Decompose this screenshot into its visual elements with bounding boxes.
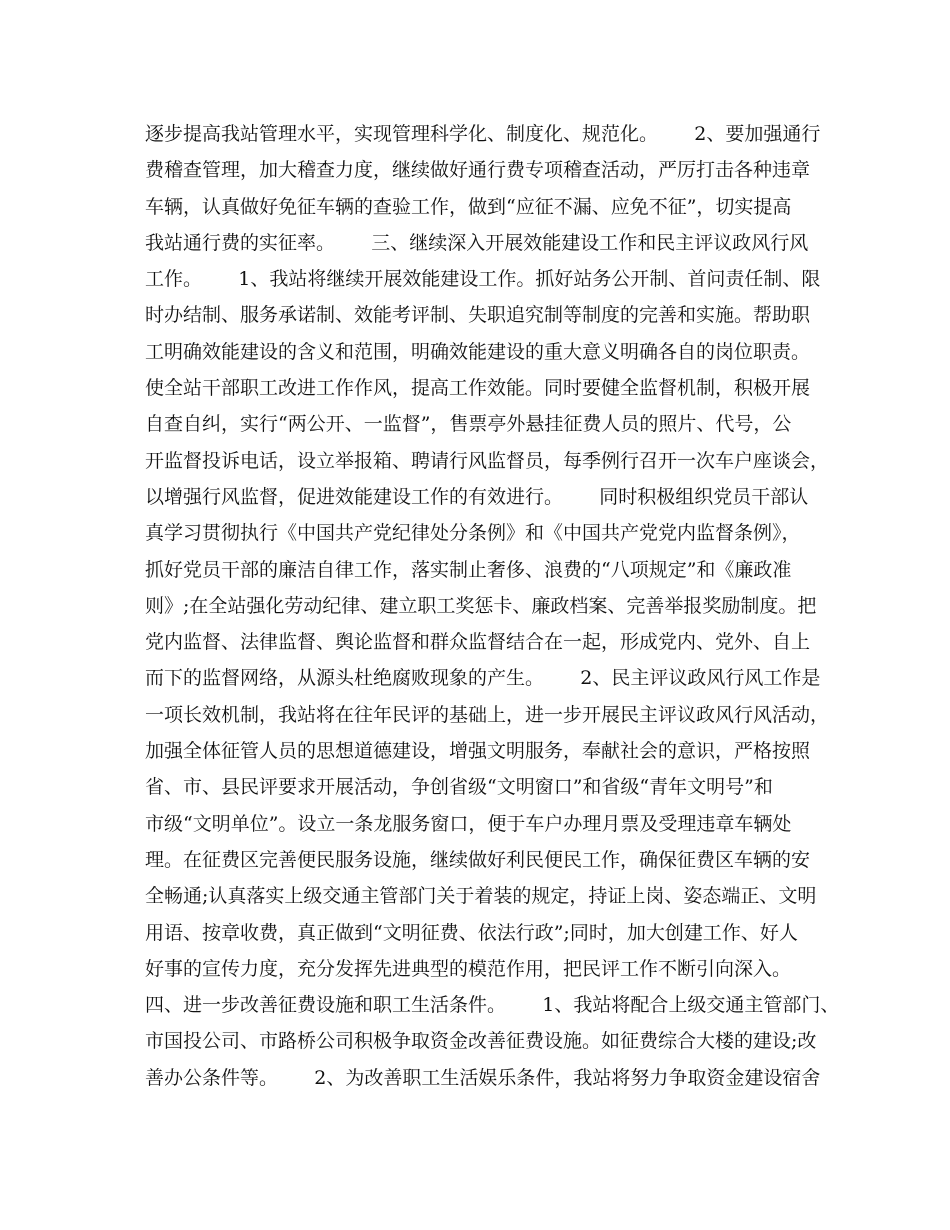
text-line: 党内监督、法律监督、舆论监督和群众监督结合在一起，形成党内、党外、自上 (145, 631, 811, 654)
text-line: 理。在征费区完善便民服务设施，继续做好利民便民工作，确保征费区车辆的安 (145, 848, 811, 871)
text-line: 省、市、县民评要求开展活动，争创省级“文明窗口”和省级“青年文明号”和 (145, 776, 773, 799)
text-line: 加强全体征管人员的思想道德建设，增强文明服务，奉献社会的意识，严格按照 (145, 740, 811, 763)
text-line: 好事的宣传力度，充分发挥先进典型的模范作用，把民评工作不断引向深入。 (145, 957, 792, 980)
text-line: 逐步提高我站管理水平，实现管理科学化、制度化、规范化。 2、要加强通行 (145, 123, 821, 145)
text-line: 善办公条件等。 2、为改善职工生活娱乐条件，我站将努力争取资金建设宿舍 (145, 1066, 821, 1089)
body-text (145, 116, 840, 1096)
text-line: 时办结制、服务承诺制、效能考评制、失职追究制等制度的完善和实施。帮助职 (145, 304, 811, 327)
text-line: 市级“文明单位”。设立一条龙服务窗口，便于车户办理月票及受理违章车辆处 (145, 812, 792, 835)
text-line: 而下的监督网络，从源头杜绝腐败现象的产生。 2、民主评议政风行风工作是 (145, 667, 821, 690)
text-line: 一项长效机制，我站将在往年民评的基础上，进一步开展民主评议政风行风活动， (145, 703, 830, 726)
text-line: 开监督投诉电话，设立举报箱、聘请行风监督员，每季例行召开一次车户座谈会， (145, 449, 830, 472)
text-line: 自查自纠，实行“两公开、一监督”，售票亭外悬挂征费人员的照片、代号，公 (145, 413, 792, 436)
text-line: 工明确效能建设的含义和范围，明确效能建设的重大意义明确各自的岗位职责。 (145, 340, 811, 363)
text-line: 用语、按章收费，真正做到“文明征费、依法行政”;同时，加大创建工作、好人 (145, 921, 798, 944)
text-line: 使全站干部职工改进工作作风，提高工作效能。同时要健全监督机制，积极开展 (145, 377, 811, 400)
text-line: 费稽查管理，加大稽查力度，继续做好通行费专项稽查活动，严厉打击各种违章 (145, 159, 811, 182)
text-line: 抓好党员干部的廉洁自律工作，落实制止奢侈、浪费的“八项规定”和《廉政准 (145, 558, 792, 581)
text-line: 则》;在全站强化劳动纪律、建立职工奖惩卡、廉政档案、完善举报奖励制度。把 (145, 594, 817, 617)
text-line: 全畅通;认真落实上级交通主管部门关于着装的规定，持证上岗、姿态端正、文明 (145, 885, 817, 908)
text-line: 我站通行费的实征率。 三、继续深入开展效能建设工作和民主评议政风行风 (145, 231, 809, 254)
text-line: 四、进一步改善征费设施和职工生活条件。 1、我站将配合上级交通主管部门、 (145, 994, 840, 1017)
text-line: 真学习贯彻执行《中国共产党纪律处分条例》和《中国共产党党内监督条例》， (145, 522, 801, 545)
text-line: 车辆，认真做好免征车辆的查验工作，做到“应征不漏、应免不征”，切实提高 (145, 195, 792, 218)
text-line: 市国投公司、市路桥公司积极争取资金改善征费设施。如征费综合大楼的建设;改 (145, 1030, 817, 1053)
text-line: 工作。 1、我站将继续开展效能建设工作。抓好站务公开制、首问责任制、限 (145, 268, 821, 291)
text-line: 以增强行风监督，促进效能建设工作的有效进行。 同时积极组织党员干部认 (145, 485, 809, 508)
